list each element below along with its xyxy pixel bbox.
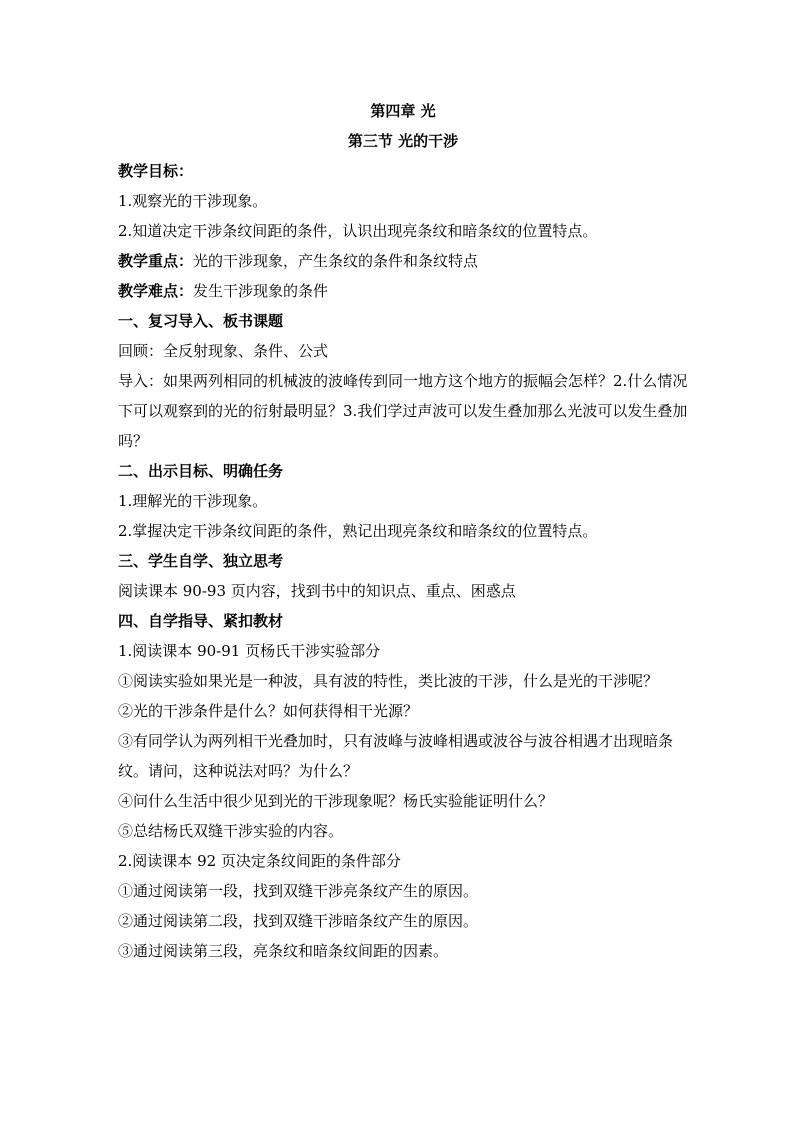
goal-1: 1.理解光的干涉现象。 bbox=[118, 492, 268, 510]
objective-1: 1.观察光的干涉现象。 bbox=[118, 192, 268, 210]
key-points bbox=[118, 246, 688, 276]
section-heading-4: 四、自学指导、紧扣教材 bbox=[118, 612, 284, 630]
difficulty bbox=[118, 276, 688, 306]
section-title: 第三节 光的干涉 bbox=[347, 132, 459, 150]
guide-1-q3: ③有同学认为两列相干光叠加时，只有波峰与波峰相遇或波谷与波谷相遇才出现暗条纹。请问，这种说法对吗？为什么？ bbox=[118, 732, 674, 780]
self-study-text: 阅读课本 90-93 页内容，找到书中的知识点、重点、困惑点 bbox=[118, 582, 516, 600]
paragraph-intro: 导入：如果两列相同的机械波的波峰传到同一地方这个地方的振幅会怎样？2.什么情况下可以观察到的光的衍射最明显？3.我们学过声波可以发生叠加那么光波可以发生叠加吗？ bbox=[118, 372, 688, 450]
guide-2-q2: ②通过阅读第二段，找到双缝干涉暗条纹产生的原因。 bbox=[118, 912, 479, 930]
guide-2-q3: ③通过阅读第三段，亮条纹和暗条纹间距的因素。 bbox=[118, 942, 449, 960]
guide-2: 2.阅读课本 92 页决定条纹间距的条件部分 bbox=[118, 852, 401, 870]
objective-2: 2.知道决定干涉条纹间距的条件，认识出现亮条纹和暗条纹的位置特点。 bbox=[118, 222, 598, 240]
guide-1-q5: ⑤总结杨氏双缝干涉实验的内容。 bbox=[118, 822, 344, 840]
guide-1-q1: ①阅读实验如果光是一种波，具有波的特性，类比波的干涉，什么是光的干涉呢？ bbox=[118, 672, 659, 690]
objectives-label: 教学目标： bbox=[118, 162, 194, 180]
guide-2-q1: ①通过阅读第一段，找到双缝干涉亮条纹产生的原因。 bbox=[118, 882, 479, 900]
guide-1-q4: ④问什么生活中很少见到光的干涉现象呢？杨氏实验能证明什么？ bbox=[118, 792, 554, 810]
goal-2: 2.掌握决定干涉条纹间距的条件，熟记出现亮条纹和暗条纹的位置特点。 bbox=[118, 522, 598, 540]
guide-1-q2: ②光的干涉条件是什么？如何获得相干光源？ bbox=[118, 702, 419, 720]
key-points-text: 光的干涉现象，产生条纹的条件和条纹特点 bbox=[193, 252, 479, 270]
difficulty-label: 教学难点： bbox=[118, 282, 194, 300]
document-page bbox=[118, 96, 688, 966]
section-heading-3: 三、学生自学、独立思考 bbox=[118, 552, 284, 570]
section-heading-1: 一、复习导入、板书课题 bbox=[118, 312, 284, 330]
key-points-label: 教学重点： bbox=[118, 252, 194, 270]
chapter-title: 第四章 光 bbox=[370, 102, 436, 120]
difficulty-text: 发生干涉现象的条件 bbox=[193, 282, 329, 300]
section-heading-2: 二、出示目标、明确任务 bbox=[118, 462, 284, 480]
paragraph-review: 回顾：全反射现象、条件、公式 bbox=[118, 342, 329, 360]
guide-1: 1.阅读课本 90-91 页杨氏干涉实验部分 bbox=[118, 642, 381, 660]
